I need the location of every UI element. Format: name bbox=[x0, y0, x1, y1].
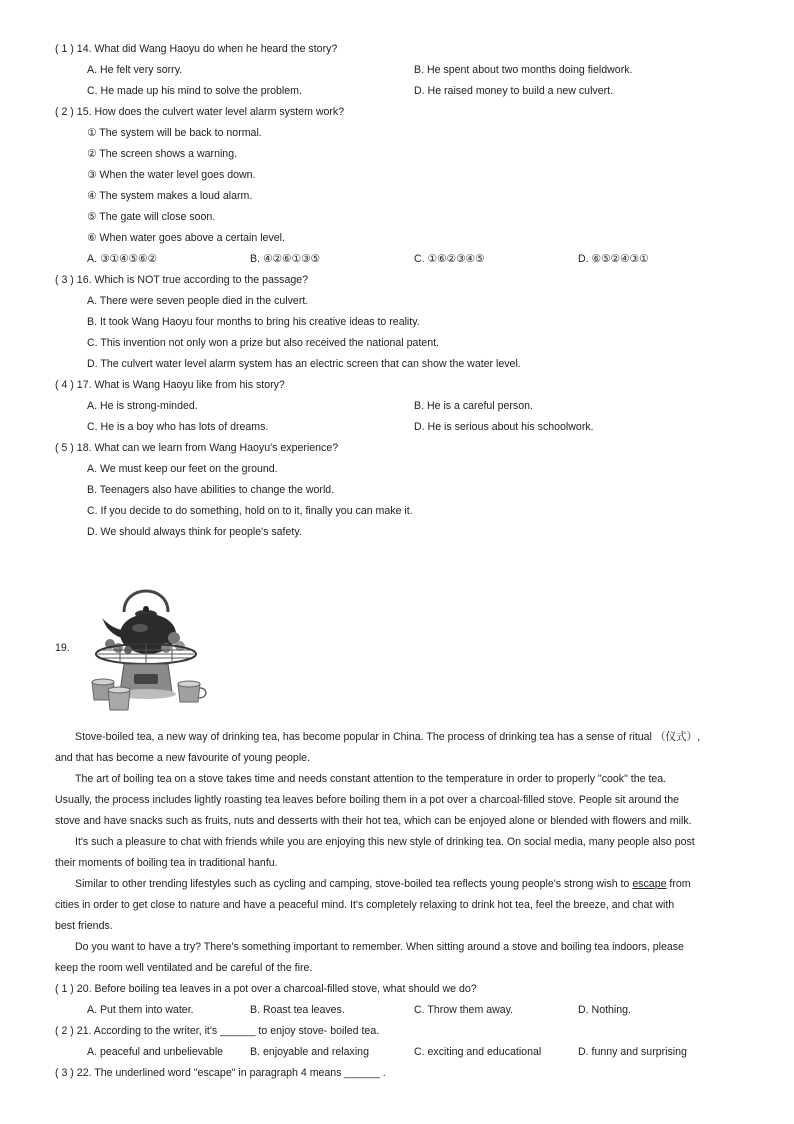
question-17 bbox=[55, 378, 285, 392]
q14-option-c: C. He made up his mind to solve the problem. bbox=[87, 85, 302, 97]
q15-step-3: ③ When the water level goes down. bbox=[87, 169, 256, 181]
question-text: 22. The underlined word "escape" in paragraph 4 means ______ . bbox=[76, 1067, 386, 1079]
q18-option-b: B. Teenagers also have abilities to change the world. bbox=[87, 484, 335, 496]
q15-step-1: ① The system will be back to normal. bbox=[87, 127, 262, 139]
question-22 bbox=[55, 1066, 386, 1080]
q17-option-c: C. He is a boy who has lots of dreams. bbox=[87, 421, 269, 433]
passage-p1-line2: and that has become a new favourite of young people. bbox=[55, 752, 311, 764]
question-number: ( 4 ) bbox=[55, 379, 74, 391]
q17-option-b: B. He is a careful person. bbox=[414, 400, 533, 412]
passage-p5-line2: keep the room well ventilated and be careful of the fire. bbox=[55, 962, 313, 974]
q20-option-a: A. Put them into water. bbox=[87, 1004, 194, 1016]
question-16 bbox=[55, 273, 308, 287]
q15-option-b: B. ④②⑥①③⑤ bbox=[250, 253, 320, 265]
q20-option-c: C. Throw them away. bbox=[414, 1004, 514, 1016]
q20-option-b: B. Roast tea leaves. bbox=[250, 1004, 345, 1016]
question-text: 20. Before boiling tea leaves in a pot over a charcoal-filled stove, what should we do? bbox=[76, 983, 477, 995]
question-text: 14. What did Wang Haoyu do when he heard the story? bbox=[76, 43, 338, 55]
passage-text: Similar to other trending lifestyles such as cycling and camping, stove-boiled tea reflects young people's strong wish to bbox=[75, 878, 633, 890]
question-text: 18. What can we learn from Wang Haoyu's experience? bbox=[76, 442, 339, 454]
question-text: 15. How does the culvert water level alarm system work? bbox=[76, 106, 345, 118]
question-18 bbox=[55, 441, 338, 455]
q18-option-c: C. If you decide to do something, hold on to it, finally you can make it. bbox=[87, 505, 413, 517]
underlined-word-escape: escape bbox=[632, 878, 667, 890]
q15-step-4: ④ The system makes a loud alarm. bbox=[87, 190, 253, 202]
passage-p4-line1 bbox=[75, 877, 691, 891]
question-21 bbox=[55, 1024, 379, 1038]
q21-option-a: A. peaceful and unbelievable bbox=[87, 1046, 224, 1058]
q20-option-d: D. Nothing. bbox=[578, 1004, 631, 1016]
passage-p3-line1: It's such a pleasure to chat with friends while you are enjoying this new style of drinking tea. On social media, many people also post bbox=[75, 836, 695, 848]
q16-option-a: A. There were seven people died in the culvert. bbox=[87, 295, 309, 307]
q14-option-b: B. He spent about two months doing fieldwork. bbox=[414, 64, 633, 76]
q15-option-d: D. ⑥⑤②④③① bbox=[578, 253, 649, 265]
teapot-stove-illustration bbox=[80, 578, 214, 718]
question-20 bbox=[55, 982, 477, 996]
q15-step-5: ⑤ The gate will close soon. bbox=[87, 211, 216, 223]
q16-option-b: B. It took Wang Haoyu four months to bring his creative ideas to reality. bbox=[87, 316, 420, 328]
passage-p4-line3: best friends. bbox=[55, 920, 113, 932]
q21-option-b: B. enjoyable and relaxing bbox=[250, 1046, 369, 1058]
passage-p2-line3: stove and have snacks such as fruits, nuts and desserts with their hot tea, which can be enjoyed alone or blended with flowers and milk. bbox=[55, 815, 692, 827]
q15-option-c: C. ①⑥②③④⑤ bbox=[414, 253, 485, 265]
question-text: 16. Which is NOT true according to the passage? bbox=[76, 274, 309, 286]
passage-p2-line1: The art of boiling tea on a stove takes time and needs constant attention to the temperature in order to properly "cook" the tea. bbox=[75, 773, 667, 785]
q15-option-a: A. ③①④⑤⑥② bbox=[87, 253, 157, 265]
passage-p2-line2: Usually, the process includes lightly roasting tea leaves before boiling them in a pot over a charcoal-filled stove. People sit around the bbox=[55, 794, 680, 806]
passage-text: from bbox=[666, 878, 691, 890]
q15-step-2: ② The screen shows a warning. bbox=[87, 148, 238, 160]
q21-option-c: C. exciting and educational bbox=[414, 1046, 542, 1058]
q16-option-c: C. This invention not only won a prize but also received the national patent. bbox=[87, 337, 439, 349]
question-number: ( 3 ) bbox=[55, 274, 74, 286]
q21-option-d: D. funny and surprising bbox=[578, 1046, 687, 1058]
passage-p4-line2: cities in order to get close to nature and have a peaceful mind. It's completely relaxing to drink hot tea, feel the breeze, and chat with bbox=[55, 899, 675, 911]
passage-p3-line2: their moments of boiling tea in traditional hanfu. bbox=[55, 857, 278, 869]
q16-option-d: D. The culvert water level alarm system has an electric screen that can show the water level. bbox=[87, 358, 521, 370]
question-number: ( 2 ) bbox=[55, 106, 74, 118]
question-number: ( 1 ) bbox=[55, 43, 74, 55]
question-15 bbox=[55, 105, 344, 119]
q14-option-d: D. He raised money to build a new culvert. bbox=[414, 85, 614, 97]
question-number: ( 2 ) bbox=[55, 1025, 74, 1037]
item-number-19: 19. bbox=[55, 642, 70, 654]
q17-option-d: D. He is serious about his schoolwork. bbox=[414, 421, 594, 433]
question-number: ( 5 ) bbox=[55, 442, 74, 454]
passage-p5-line1: Do you want to have a try? There's something important to remember. When sitting around a stove and boiling tea indoors, please bbox=[75, 941, 684, 953]
question-number: ( 3 ) bbox=[55, 1067, 74, 1079]
question-14 bbox=[55, 42, 337, 56]
q17-option-a: A. He is strong-minded. bbox=[87, 400, 198, 412]
q18-option-a: A. We must keep our feet on the ground. bbox=[87, 463, 278, 475]
q15-step-6: ⑥ When water goes above a certain level. bbox=[87, 232, 285, 244]
q18-option-d: D. We should always think for people's safety. bbox=[87, 526, 302, 538]
question-text: 21. According to the writer, it's ______ to enjoy stove- boiled tea. bbox=[76, 1025, 380, 1037]
question-number: ( 1 ) bbox=[55, 983, 74, 995]
passage-p1-line1: Stove-boiled tea, a new way of drinking tea, has become popular in China. The process of drinking tea has a sense of ritual （仪式）, bbox=[75, 731, 701, 743]
question-text: 17. What is Wang Haoyu like from his story? bbox=[76, 379, 285, 391]
q14-option-a: A. He felt very sorry. bbox=[87, 64, 183, 76]
